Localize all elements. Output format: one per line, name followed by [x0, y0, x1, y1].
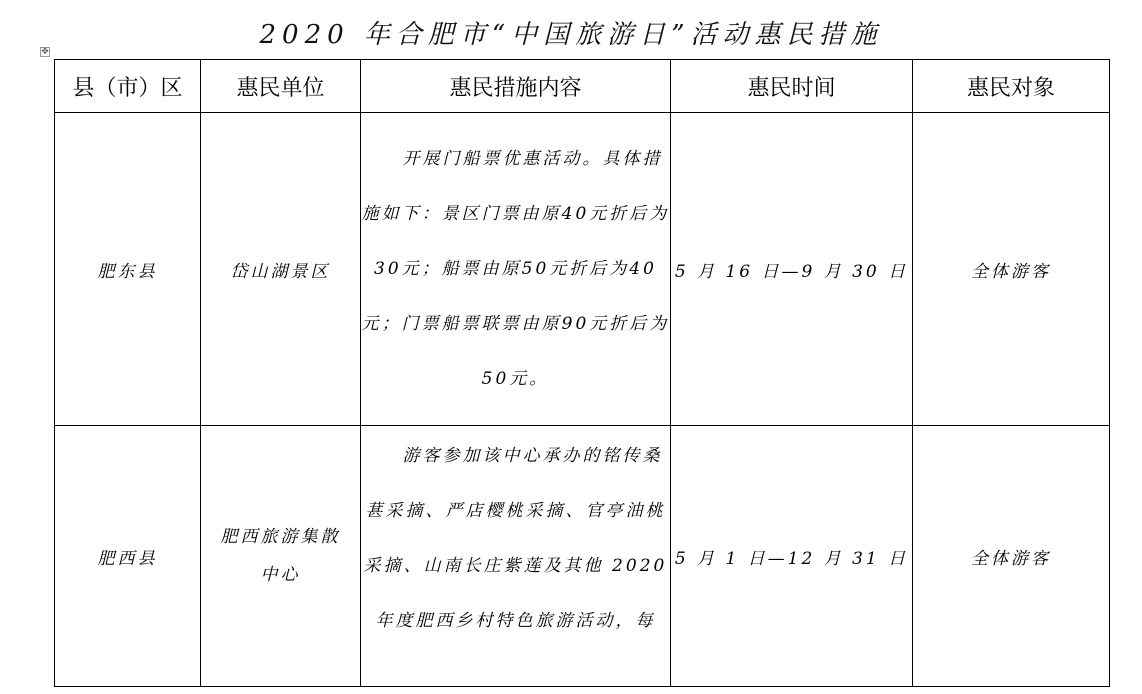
header-target: 惠民对象 — [913, 60, 1110, 113]
target-cell: 全体游客 — [913, 426, 1110, 687]
header-unit: 惠民单位 — [201, 60, 361, 113]
content-text: 游客参加该中心承办的铭传桑葚采摘、严店樱桃采摘、官亭油桃采摘、山南长庄紫莲及其他 2020 年度肥西乡村特色旅游活动，每 — [363, 445, 668, 631]
header-district: 县（市）区 — [55, 60, 201, 113]
district-cell: 肥西县 — [55, 426, 201, 687]
time-cell: 5 月 16 日—9 月 30 日 — [671, 113, 913, 426]
header-content: 惠民措施内容 — [361, 60, 671, 113]
unit-cell: 岱山湖景区 — [201, 113, 361, 426]
content-cell: 开展门船票优惠活动。具体措施如下：景区门票由原40元折后为30元；船票由原50元折后为40元；门票船票联票由原90元折后为50元。 — [361, 113, 671, 426]
unit-cell: 肥西旅游集散中心 — [201, 426, 361, 687]
table-row — [55, 113, 1110, 426]
table-row — [55, 426, 1110, 687]
table-header-row — [55, 60, 1110, 113]
content-cell — [361, 426, 671, 687]
measures-table — [54, 59, 1110, 687]
time-cell: 5 月 1 日—12 月 31 日 — [671, 426, 913, 687]
district-cell: 肥东县 — [55, 113, 201, 426]
header-time: 惠民时间 — [671, 60, 913, 113]
target-cell: 全体游客 — [913, 113, 1110, 426]
page-title: 2020 年合肥市“中国旅游日”活动惠民措施 — [259, 20, 883, 50]
table-move-handle-icon[interactable]: ✥ — [41, 47, 49, 57]
